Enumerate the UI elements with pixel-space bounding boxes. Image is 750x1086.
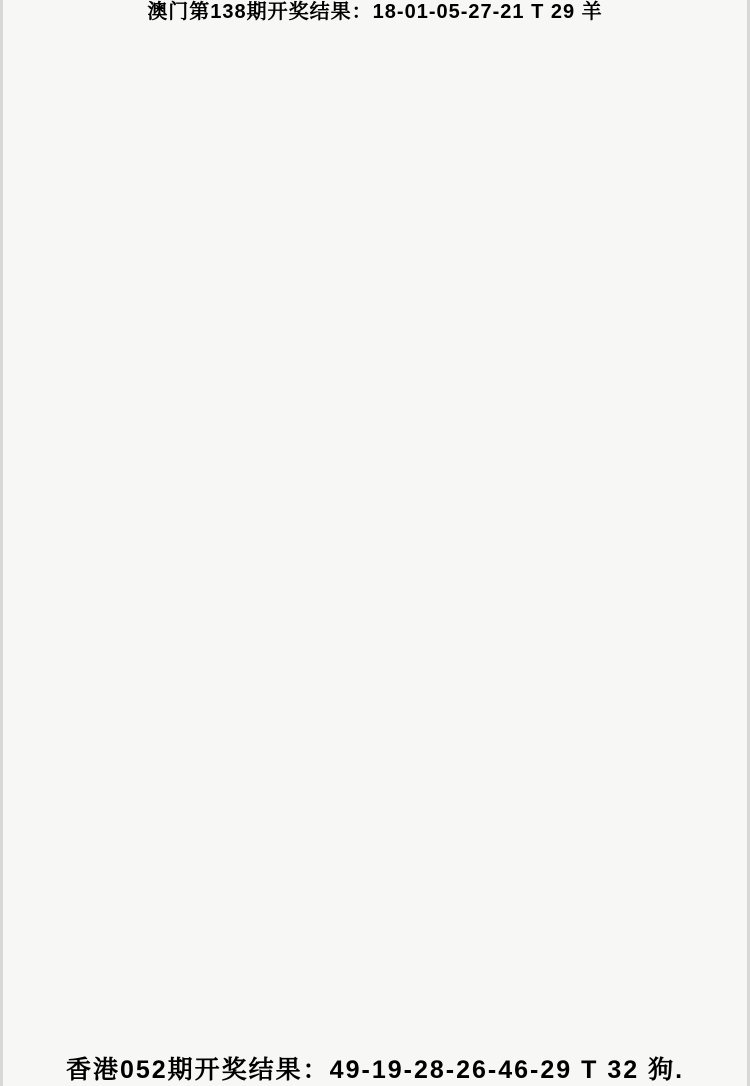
newsletter-line	[4, 816, 746, 831]
newsletter-line	[4, 892, 746, 907]
newsletter-line	[4, 87, 746, 102]
newsletter-line	[4, 72, 746, 87]
newsletter-line	[4, 937, 746, 952]
newsletter-line	[4, 41, 746, 56]
newsletter-line	[4, 649, 746, 664]
newsletter-line	[4, 375, 746, 390]
newsletter-line	[4, 709, 746, 724]
newsletter-line	[4, 801, 746, 816]
newsletter-line	[4, 148, 746, 163]
newsletter-line	[4, 634, 746, 649]
newsletter-line	[4, 482, 746, 497]
newsletter-line	[4, 132, 746, 147]
newsletter-line	[4, 952, 746, 967]
newsletter-line	[4, 907, 746, 922]
scan-edge-left	[0, 0, 3, 1086]
newsletter-line	[4, 831, 746, 846]
newsletter-line	[4, 345, 746, 360]
newsletter-line	[4, 679, 746, 694]
newsletter-line	[4, 861, 746, 876]
newsletter-line	[4, 725, 746, 740]
newsletter-line	[4, 573, 746, 588]
newsletter-body	[4, 26, 746, 1052]
newsletter-line	[4, 26, 746, 41]
newsletter-line	[4, 391, 746, 406]
newsletter-line	[4, 755, 746, 770]
newsletter-line	[4, 284, 746, 299]
newsletter-line	[4, 1044, 746, 1052]
newsletter-line	[4, 542, 746, 557]
newsletter-line	[4, 421, 746, 436]
newsletter-line	[4, 436, 746, 451]
newsletter-line	[4, 451, 746, 466]
newsletter-line	[4, 315, 746, 330]
newsletter-line	[4, 163, 746, 178]
newsletter-line	[4, 466, 746, 481]
newsletter-line	[4, 269, 746, 284]
newsletter-line	[4, 588, 746, 603]
newsletter-line	[4, 998, 746, 1013]
newsletter-line	[4, 299, 746, 314]
newsletter-line	[4, 512, 746, 527]
newsletter-line	[4, 1013, 746, 1028]
newsletter-line	[4, 846, 746, 861]
newsletter-line	[4, 193, 746, 208]
newsletter-line	[4, 102, 746, 117]
newsletter-line	[4, 618, 746, 633]
newsletter-line	[4, 877, 746, 892]
newsletter-line	[4, 694, 746, 709]
macau-draw-result-headline: 澳门第138期开奖结果：18-01-05-27-21 T 29 羊	[147, 1, 603, 23]
newsletter-line	[4, 56, 746, 71]
newsletter-line	[4, 360, 746, 375]
newsletter-line	[4, 527, 746, 542]
newsletter-line	[4, 497, 746, 512]
newsletter-line	[4, 254, 746, 269]
newsletter-line	[4, 740, 746, 755]
newsletter-line	[4, 1028, 746, 1043]
newsletter-line	[4, 785, 746, 800]
hongkong-draw-result-headline: 香港052期开奖结果：49-19-28-26-46-29 T 32 狗.	[65, 1056, 685, 1084]
newsletter-line	[4, 117, 746, 132]
newsletter-line	[4, 223, 746, 238]
newsletter-line	[4, 664, 746, 679]
newsletter-line	[4, 558, 746, 573]
newsletter-line	[4, 603, 746, 618]
newsletter-line	[4, 330, 746, 345]
newsletter-line	[4, 968, 746, 983]
newsletter-line	[4, 239, 746, 254]
newsletter-line	[4, 406, 746, 421]
newsletter-line	[4, 208, 746, 223]
newsletter-line	[4, 983, 746, 998]
newsletter-line	[4, 770, 746, 785]
newsletter-line	[4, 178, 746, 193]
newsletter-line	[4, 922, 746, 937]
